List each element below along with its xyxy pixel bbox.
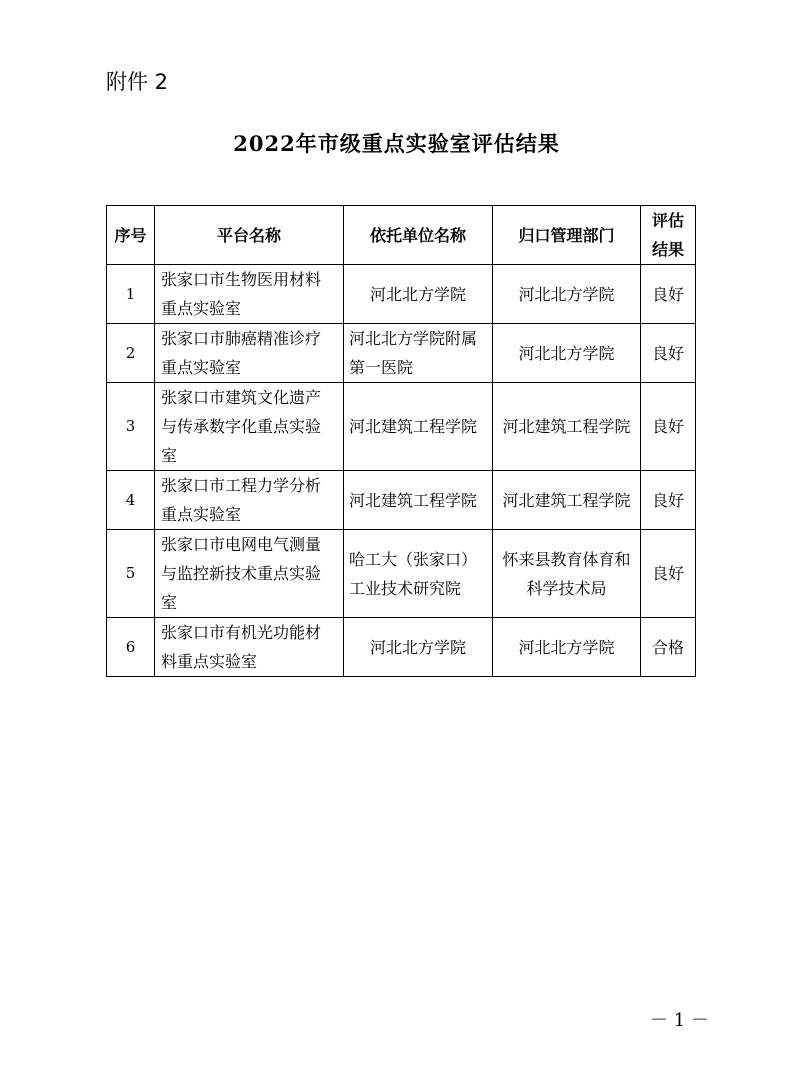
result-cell: 良好	[641, 471, 696, 530]
row-number-cell: 2	[107, 324, 155, 383]
host-unit-cell: 河北北方学院附属第一医院	[344, 324, 493, 383]
header-result: 评估结果	[641, 206, 696, 265]
host-unit-cell: 河北建筑工程学院	[344, 471, 493, 530]
table-row	[107, 265, 696, 324]
header-platform-name: 平台名称	[155, 206, 344, 265]
evaluation-results-table	[106, 205, 696, 677]
platform-name-cell: 张家口市建筑文化遗产与传承数字化重点实验室	[155, 383, 344, 471]
platform-name-cell: 张家口市有机光功能材料重点实验室	[155, 618, 344, 677]
table-row	[107, 618, 696, 677]
header-host-unit: 依托单位名称	[344, 206, 493, 265]
department-cell: 河北建筑工程学院	[493, 383, 641, 471]
host-unit-cell: 哈工大（张家口）工业技术研究院	[344, 530, 493, 618]
row-number-cell: 6	[107, 618, 155, 677]
result-cell: 良好	[641, 530, 696, 618]
row-number-cell: 4	[107, 471, 155, 530]
page-number: － 1 －	[650, 1010, 709, 1031]
header-no: 序号	[107, 206, 155, 265]
result-cell: 良好	[641, 324, 696, 383]
department-cell: 河北北方学院	[493, 324, 641, 383]
table-row	[107, 383, 696, 471]
result-cell: 良好	[641, 265, 696, 324]
platform-name-cell: 张家口市肺癌精准诊疗重点实验室	[155, 324, 344, 383]
department-cell: 河北北方学院	[493, 265, 641, 324]
department-cell: 河北建筑工程学院	[493, 471, 641, 530]
document-title: 2022年市级重点实验室评估结果	[233, 131, 560, 156]
table-header-row	[107, 206, 696, 265]
row-number-cell: 5	[107, 530, 155, 618]
result-cell: 合格	[641, 618, 696, 677]
result-cell: 良好	[641, 383, 696, 471]
platform-name-cell: 张家口市工程力学分析重点实验室	[155, 471, 344, 530]
row-number-cell: 3	[107, 383, 155, 471]
department-cell: 怀来县教育体育和科学技术局	[493, 530, 641, 618]
host-unit-cell: 河北北方学院	[344, 265, 493, 324]
host-unit-cell: 河北建筑工程学院	[344, 383, 493, 471]
table-row	[107, 324, 696, 383]
table-row	[107, 530, 696, 618]
department-cell: 河北北方学院	[493, 618, 641, 677]
host-unit-cell: 河北北方学院	[344, 618, 493, 677]
row-number-cell: 1	[107, 265, 155, 324]
table-row	[107, 471, 696, 530]
platform-name-cell: 张家口市生物医用材料重点实验室	[155, 265, 344, 324]
attachment-label: 附件 2	[106, 70, 169, 94]
header-department: 归口管理部门	[493, 206, 641, 265]
platform-name-cell: 张家口市电网电气测量与监控新技术重点实验室	[155, 530, 344, 618]
